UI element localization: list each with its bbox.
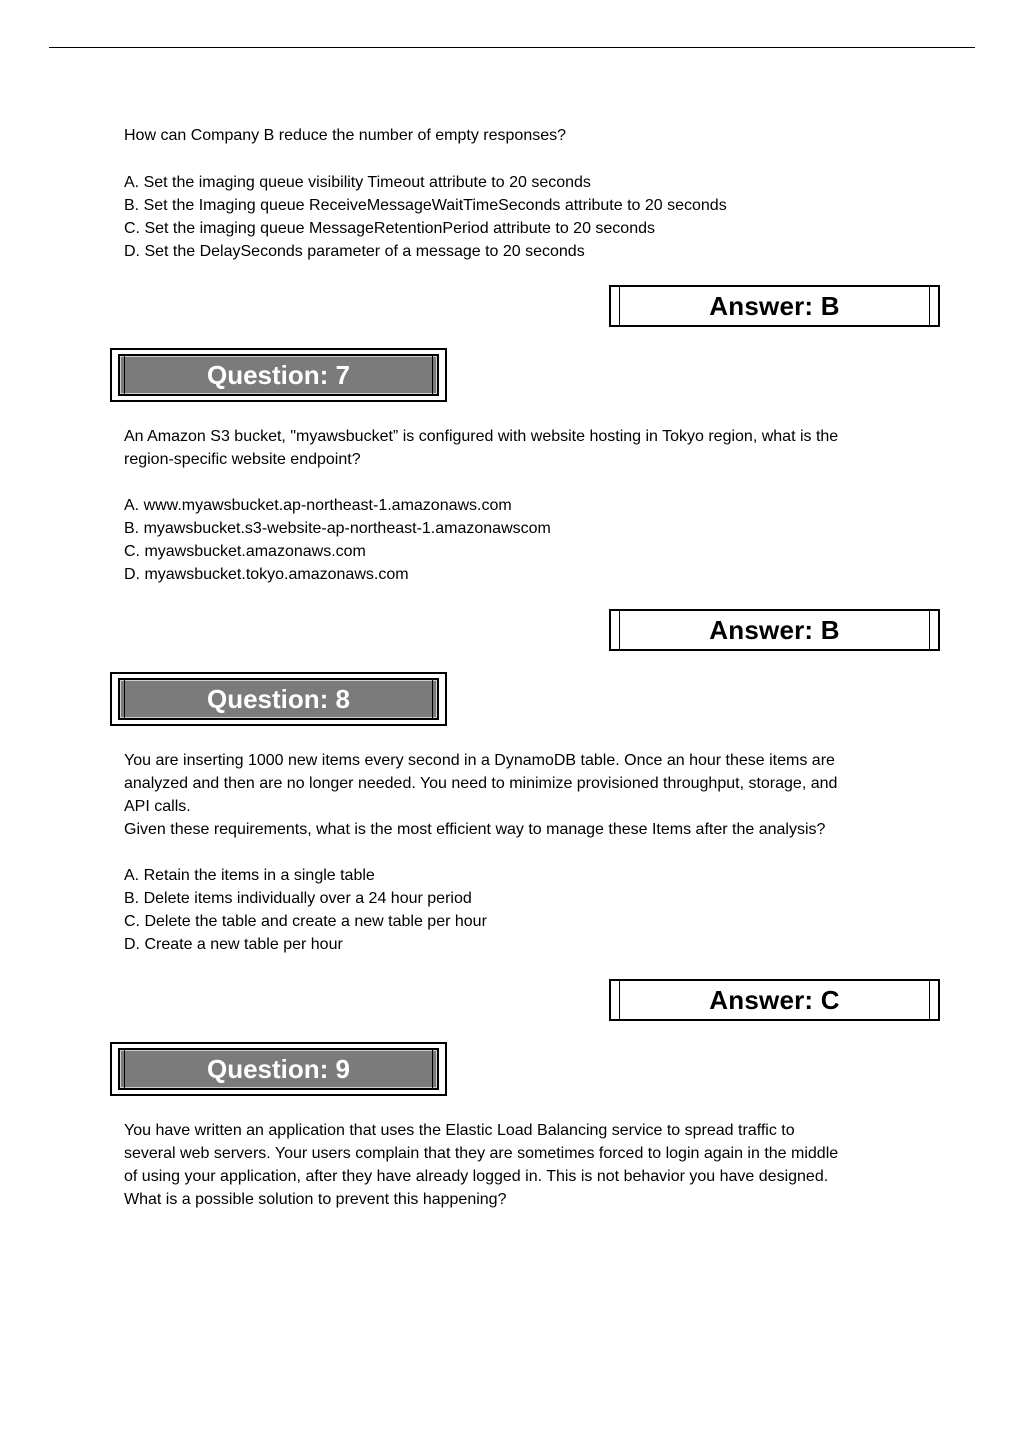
q9-banner <box>110 1042 447 1096</box>
q7-answer: Answer: B <box>709 615 840 645</box>
q8-banner <box>110 672 447 726</box>
q7-stem-line-1: An Amazon S3 bucket, "myawsbucket” is configured with website hosting in Tokyo region, what is the <box>124 428 839 445</box>
header-rule <box>49 47 975 48</box>
q6-option-b: B. Set the Imaging queue ReceiveMessageWaitTimeSeconds attribute to 20 seconds <box>124 197 727 214</box>
q6-answer-box <box>609 285 940 327</box>
q6-option-a: A. Set the imaging queue visibility Timeout attribute to 20 seconds <box>124 174 591 191</box>
q7-stem <box>124 425 924 471</box>
q7-banner-inner <box>118 354 439 396</box>
q8-heading: Question: 8 <box>206 684 350 714</box>
q6-options <box>124 171 924 263</box>
q6-stem <box>124 124 924 147</box>
q8-stem-line-3: API calls. <box>124 798 191 815</box>
q9-stem-line-3: of using your application, after they have already logged in. This is not behavior you have designed. <box>124 1168 829 1185</box>
q6-option-c: C. Set the imaging queue MessageRetentionPeriod attribute to 20 seconds <box>124 220 655 237</box>
q6-stem-line: How can Company B reduce the number of empty responses? <box>124 127 567 144</box>
q8-options <box>124 864 924 956</box>
q7-heading: Question: 7 <box>206 360 350 390</box>
q7-option-a: A. www.myawsbucket.ap-northeast-1.amazonaws.com <box>124 497 512 514</box>
q8-option-a: A. Retain the items in a single table <box>124 867 375 884</box>
q8-stem-line-1: You are inserting 1000 new items every second in a DynamoDB table. Once an hour these items are <box>124 752 835 769</box>
q8-answer-box <box>609 979 940 1021</box>
q9-heading: Question: 9 <box>206 1054 350 1084</box>
q9-banner-inner <box>118 1048 439 1090</box>
q7-options <box>124 494 924 586</box>
q8-option-c: C. Delete the table and create a new table per hour <box>124 913 487 930</box>
q9-stem-line-1: You have written an application that uses the Elastic Load Balancing service to spread traffic to <box>124 1122 795 1139</box>
q8-option-b: B. Delete items individually over a 24 hour period <box>124 890 472 907</box>
q6-option-d: D. Set the DelaySeconds parameter of a message to 20 seconds <box>124 243 585 260</box>
q9-stem-line-2: several web servers. Your users complain that they are sometimes forced to login again in the middle <box>124 1145 839 1162</box>
q8-stem <box>124 749 924 841</box>
q7-option-d: D. myawsbucket.tokyo.amazonaws.com <box>124 566 409 583</box>
q8-stem-line-4: Given these requirements, what is the most efficient way to manage these Items after the analysis? <box>124 821 826 838</box>
q8-banner-inner <box>118 678 439 720</box>
q9-stem-line-4: What is a possible solution to prevent this happening? <box>124 1191 507 1208</box>
q7-stem-line-2: region-specific website endpoint? <box>124 451 361 468</box>
q8-stem-line-2: analyzed and then are no longer needed. You need to minimize provisioned throughput, storage, and <box>124 775 838 792</box>
q9-stem <box>124 1119 924 1211</box>
q8-answer: Answer: C <box>709 985 840 1015</box>
q7-option-b: B. myawsbucket.s3-website-ap-northeast-1.amazonawscom <box>124 520 551 537</box>
q7-answer-box <box>609 609 940 651</box>
q7-banner <box>110 348 447 402</box>
q8-option-d: D. Create a new table per hour <box>124 936 343 953</box>
q7-option-c: C. myawsbucket.amazonaws.com <box>124 543 366 560</box>
q6-answer: Answer: B <box>709 291 840 321</box>
